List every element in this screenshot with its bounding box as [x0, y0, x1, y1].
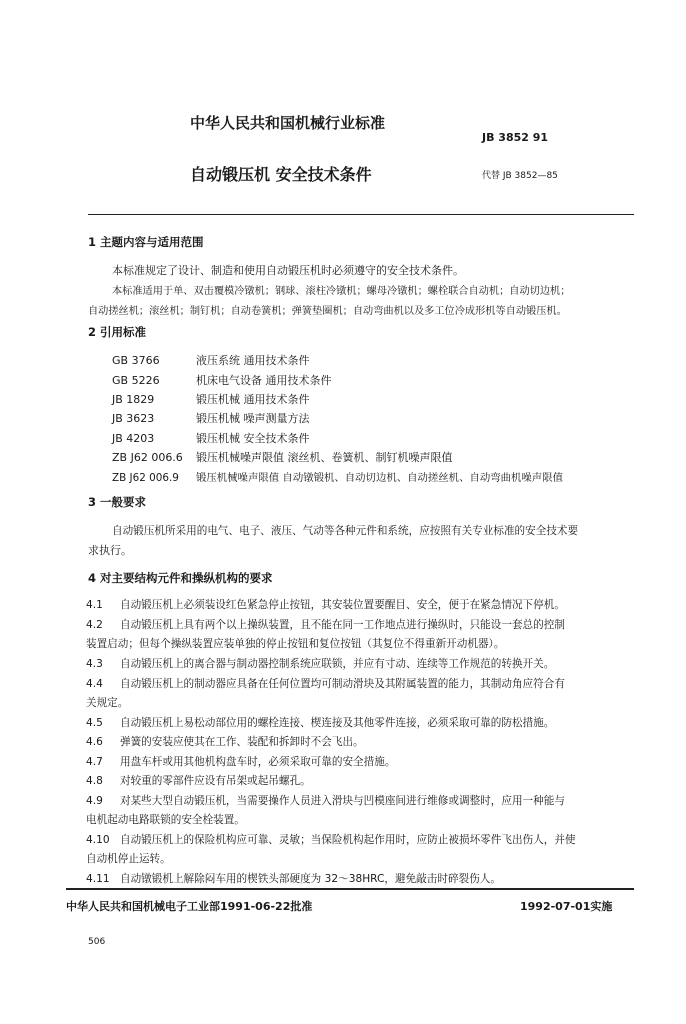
clause-number: 4.1 [86, 599, 103, 611]
clause-number: 4.7 [86, 756, 103, 768]
reference-title: 锻压机械 噪声测量方法 [196, 412, 310, 425]
effective-date: 1992-07-01实施 [520, 900, 613, 913]
clause-number: 4.8 [86, 775, 103, 787]
reference-item [112, 449, 453, 465]
reference-title: 锻压机械 通用技术条件 [196, 393, 310, 406]
header-rule [88, 214, 634, 215]
reference-code: GB 5226 [112, 374, 160, 387]
clause-text: 自动锻压机上必须装设红色紧急停止按钮，其安装位置要醒目、安全，便于在紧急情况下停机。 [120, 599, 565, 611]
clause-4-5 [86, 715, 554, 730]
section-3-para-line-2: 求执行。 [88, 544, 132, 557]
reference-item [112, 372, 332, 388]
reference-title: 液压系统 通用技术条件 [196, 354, 310, 367]
clause-4-4 [86, 676, 565, 691]
clause-number: 4.5 [86, 717, 103, 729]
reference-code: GB 3766 [112, 354, 160, 367]
footer-rule [66, 888, 634, 890]
clause-text: 自动锻压机上的离合器与制动器控制系统应联锁，并应有寸动、连续等工作规范的转换开关。 [120, 658, 555, 670]
replaces-standard: 代替 JB 3852—85 [482, 171, 558, 181]
document-title: 自动锻压机 安全技术条件 [190, 165, 372, 184]
reference-item [112, 391, 310, 407]
section-4-heading: 4 对主要结构元件和操纵机构的要求 [88, 571, 273, 585]
clause-text: 弹簧的安装应使其在工作、装配和拆卸时不会飞出。 [120, 736, 364, 748]
clause-text: 自动镦锻机上解除闷车用的楔铁头部硬度为 32～38HRC，避免敲击时碎裂伤人。 [120, 873, 501, 885]
reference-code: JB 1829 [112, 393, 155, 406]
reference-item [112, 410, 310, 426]
clause-number: 4.10 [86, 834, 110, 846]
clause-4-11 [86, 871, 501, 886]
reference-item [112, 430, 310, 446]
clause-text: 对某些大型自动锻压机，当需要操作人员进入滑块与凹模座间进行维修或调整时，应用一种能与 [120, 795, 565, 807]
reference-item [112, 352, 310, 368]
clause-number: 4.9 [86, 795, 103, 807]
reference-title: 锻压机械噪声限值 滚丝机、卷簧机、制钉机噪声限值 [196, 451, 453, 464]
section-1-para-2-line-1: 本标准适用于单、双击覆模冷镦机；钢球、滚柱冷镦机；螺母冷镦机；螺栓联合自动机；自动切边机； [112, 286, 571, 297]
clause-4-4-continuation: 关规定。 [86, 697, 129, 709]
reference-item [112, 469, 563, 484]
reference-code: ZB J62 006.9 [112, 472, 179, 484]
section-1-para-1: 本标准规定了设计、制造和使用自动锻压机时必须遵守的安全技术条件。 [112, 264, 464, 277]
clause-text: 自动锻压机上具有两个以上操纵装置，且不能在同一工作地点进行操纵时，只能设一套总的控制 [120, 619, 565, 631]
clause-text: 用盘车杆或用其他机构盘车时，必须采取可靠的安全措施。 [120, 756, 396, 768]
reference-code: JB 4203 [112, 432, 155, 445]
clause-text: 自动锻压机上的保险机构应可靠、灵敏；当保险机构起作用时，应防止被损坏零件飞出伤人，并使 [120, 834, 576, 846]
reference-title: 锻压机械噪声限值 自动镦锻机、自动切边机、自动搓丝机、自动弯曲机噪声限值 [196, 472, 563, 484]
clause-4-10-continuation: 自动机停止运转。 [86, 853, 171, 865]
clause-text: 对较重的零部件应设有吊架或起吊螺孔。 [120, 775, 311, 787]
reference-title: 机床电气设备 通用技术条件 [196, 374, 332, 387]
section-1-heading: 1 主题内容与适用范围 [88, 235, 204, 249]
section-2-heading: 2 引用标准 [88, 325, 147, 339]
clause-number: 4.11 [86, 873, 110, 885]
approval-statement: 中华人民共和国机械电子工业部1991-06-22批准 [66, 900, 313, 913]
clause-number: 4.3 [86, 658, 103, 670]
reference-code: JB 3623 [112, 412, 155, 425]
clause-4-8 [86, 773, 311, 788]
clause-4-7 [86, 754, 395, 769]
clause-number: 4.2 [86, 619, 103, 631]
clause-4-6 [86, 734, 364, 749]
section-3-para-line-1: 自动锻压机所采用的电气、电子、液压、气动等各种元件和系统，应按照有关专业标准的安全技术要 [112, 525, 579, 537]
clause-number: 4.6 [86, 736, 103, 748]
clause-4-1 [86, 597, 565, 612]
clause-4-2-continuation: 装置启动；但每个操纵装置应装单独的停止按钮和复位按钮（其复位不得重新开动机器）。 [86, 638, 505, 650]
org-title: 中华人民共和国机械行业标准 [190, 114, 386, 132]
clause-text: 自动锻压机上的制动器应具备在任何位置均可制动滑块及其附属装置的能力，其制动角应符合有 [120, 678, 565, 690]
reference-code: ZB J62 006.6 [112, 451, 183, 464]
clause-4-9 [86, 793, 565, 808]
clause-4-2 [86, 617, 565, 632]
reference-title: 锻压机械 安全技术条件 [196, 432, 310, 445]
clause-4-10 [86, 832, 576, 847]
clause-text: 自动锻压机上易松动部位用的螺栓连接、楔连接及其他零件连接，必须采取可靠的防松措施。 [120, 717, 555, 729]
standard-number: JB 3852 91 [482, 131, 549, 144]
page-number: 506 [88, 937, 106, 947]
clause-number: 4.4 [86, 678, 103, 690]
section-3-heading: 3 一般要求 [88, 495, 147, 509]
clause-4-3 [86, 656, 554, 671]
section-1-para-2-line-2: 自动搓丝机；滚丝机；制钉机；自动卷簧机；弹簧垫圈机；自动弯曲机以及多工位冷成形机等自动锻压机。 [88, 306, 567, 317]
clause-4-9-continuation: 电机起动电路联锁的安全栓装置。 [86, 814, 245, 826]
